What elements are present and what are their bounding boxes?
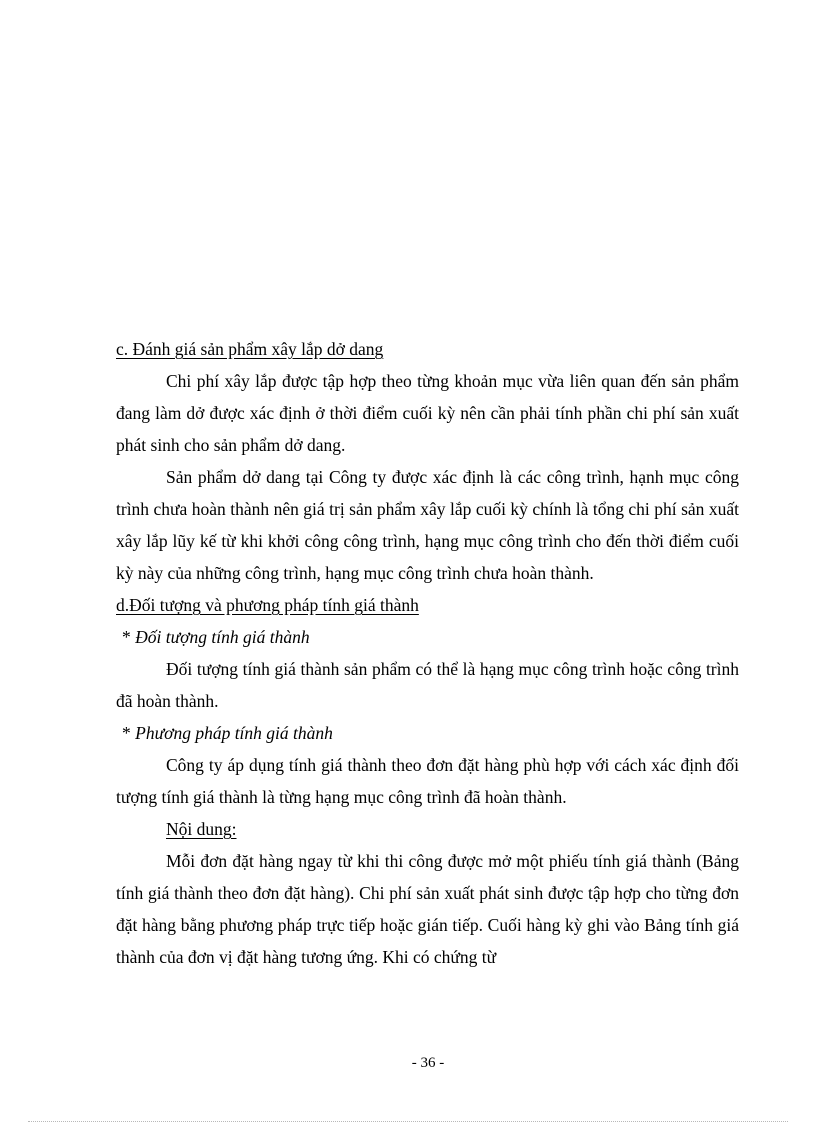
page-number: - 36 - <box>411 1055 445 1071</box>
costing-method-paragraph: Công ty áp dụng tính giá thành theo đơn đặt hàng phù hợp với cách xác định đối tượng tính giá thành là từng hạng mục công trình đã hoàn thành. <box>116 755 739 807</box>
subsection-cost-object-title: Đối tượng tính giá thành <box>135 627 310 647</box>
section-c-paragraph-2: Sản phẩm dở dang tại Công ty được xác định là các công trình, hạnh mục công trình chưa hoàn thành nên giá trị sản phẩm xây lắp cuối kỳ chính là tổng chi phí sản xuất xây lắp lũy kế từ khi khởi công công trình, hạng mục công trình cho đến thời điểm cuối kỳ này của những công trình, hạng mục công trình chưa hoàn thành. <box>116 467 739 583</box>
section-c-paragraph-1: Chi phí xây lắp được tập hợp theo từng khoản mục vừa liên quan đến sản phẩm đang làm dở được xác định ở thời điểm cuối kỳ nên cần phải tính phần chi phí sản xuất phát sinh cho sản phẩm dở dang. <box>116 371 739 455</box>
page-body <box>116 333 739 973</box>
content-label: Nội dung: <box>166 819 237 839</box>
section-d-heading: d.Đối tượng và phương pháp tính giá thành <box>116 595 419 615</box>
footer-divider <box>28 1121 788 1122</box>
subsection-costing-method-title: Phương pháp tính giá thành <box>135 723 333 743</box>
subsection-cost-object <box>116 621 739 653</box>
bullet-asterisk: * <box>122 723 131 743</box>
bullet-asterisk: * <box>122 627 131 647</box>
cost-object-paragraph: Đối tượng tính giá thành sản phẩm có thể là hạng mục công trình hoặc công trình đã hoàn thành. <box>116 659 739 711</box>
subsection-costing-method <box>116 717 739 749</box>
content-paragraph: Mỗi đơn đặt hàng ngay từ khi thi công được mở một phiếu tính giá thành (Bảng tính giá thành theo đơn đặt hàng). Chi phí sản xuất phát sinh được tập hợp cho từng đơn đặt hàng bằng phương pháp trực tiếp hoặc gián tiếp. Cuối hàng kỳ ghi vào Bảng tính giá thành của đơn vị đặt hàng tương ứng. Khi có chứng từ <box>116 851 739 967</box>
section-c-heading: c. Đánh giá sản phẩm xây lắp dở dang <box>116 339 384 359</box>
